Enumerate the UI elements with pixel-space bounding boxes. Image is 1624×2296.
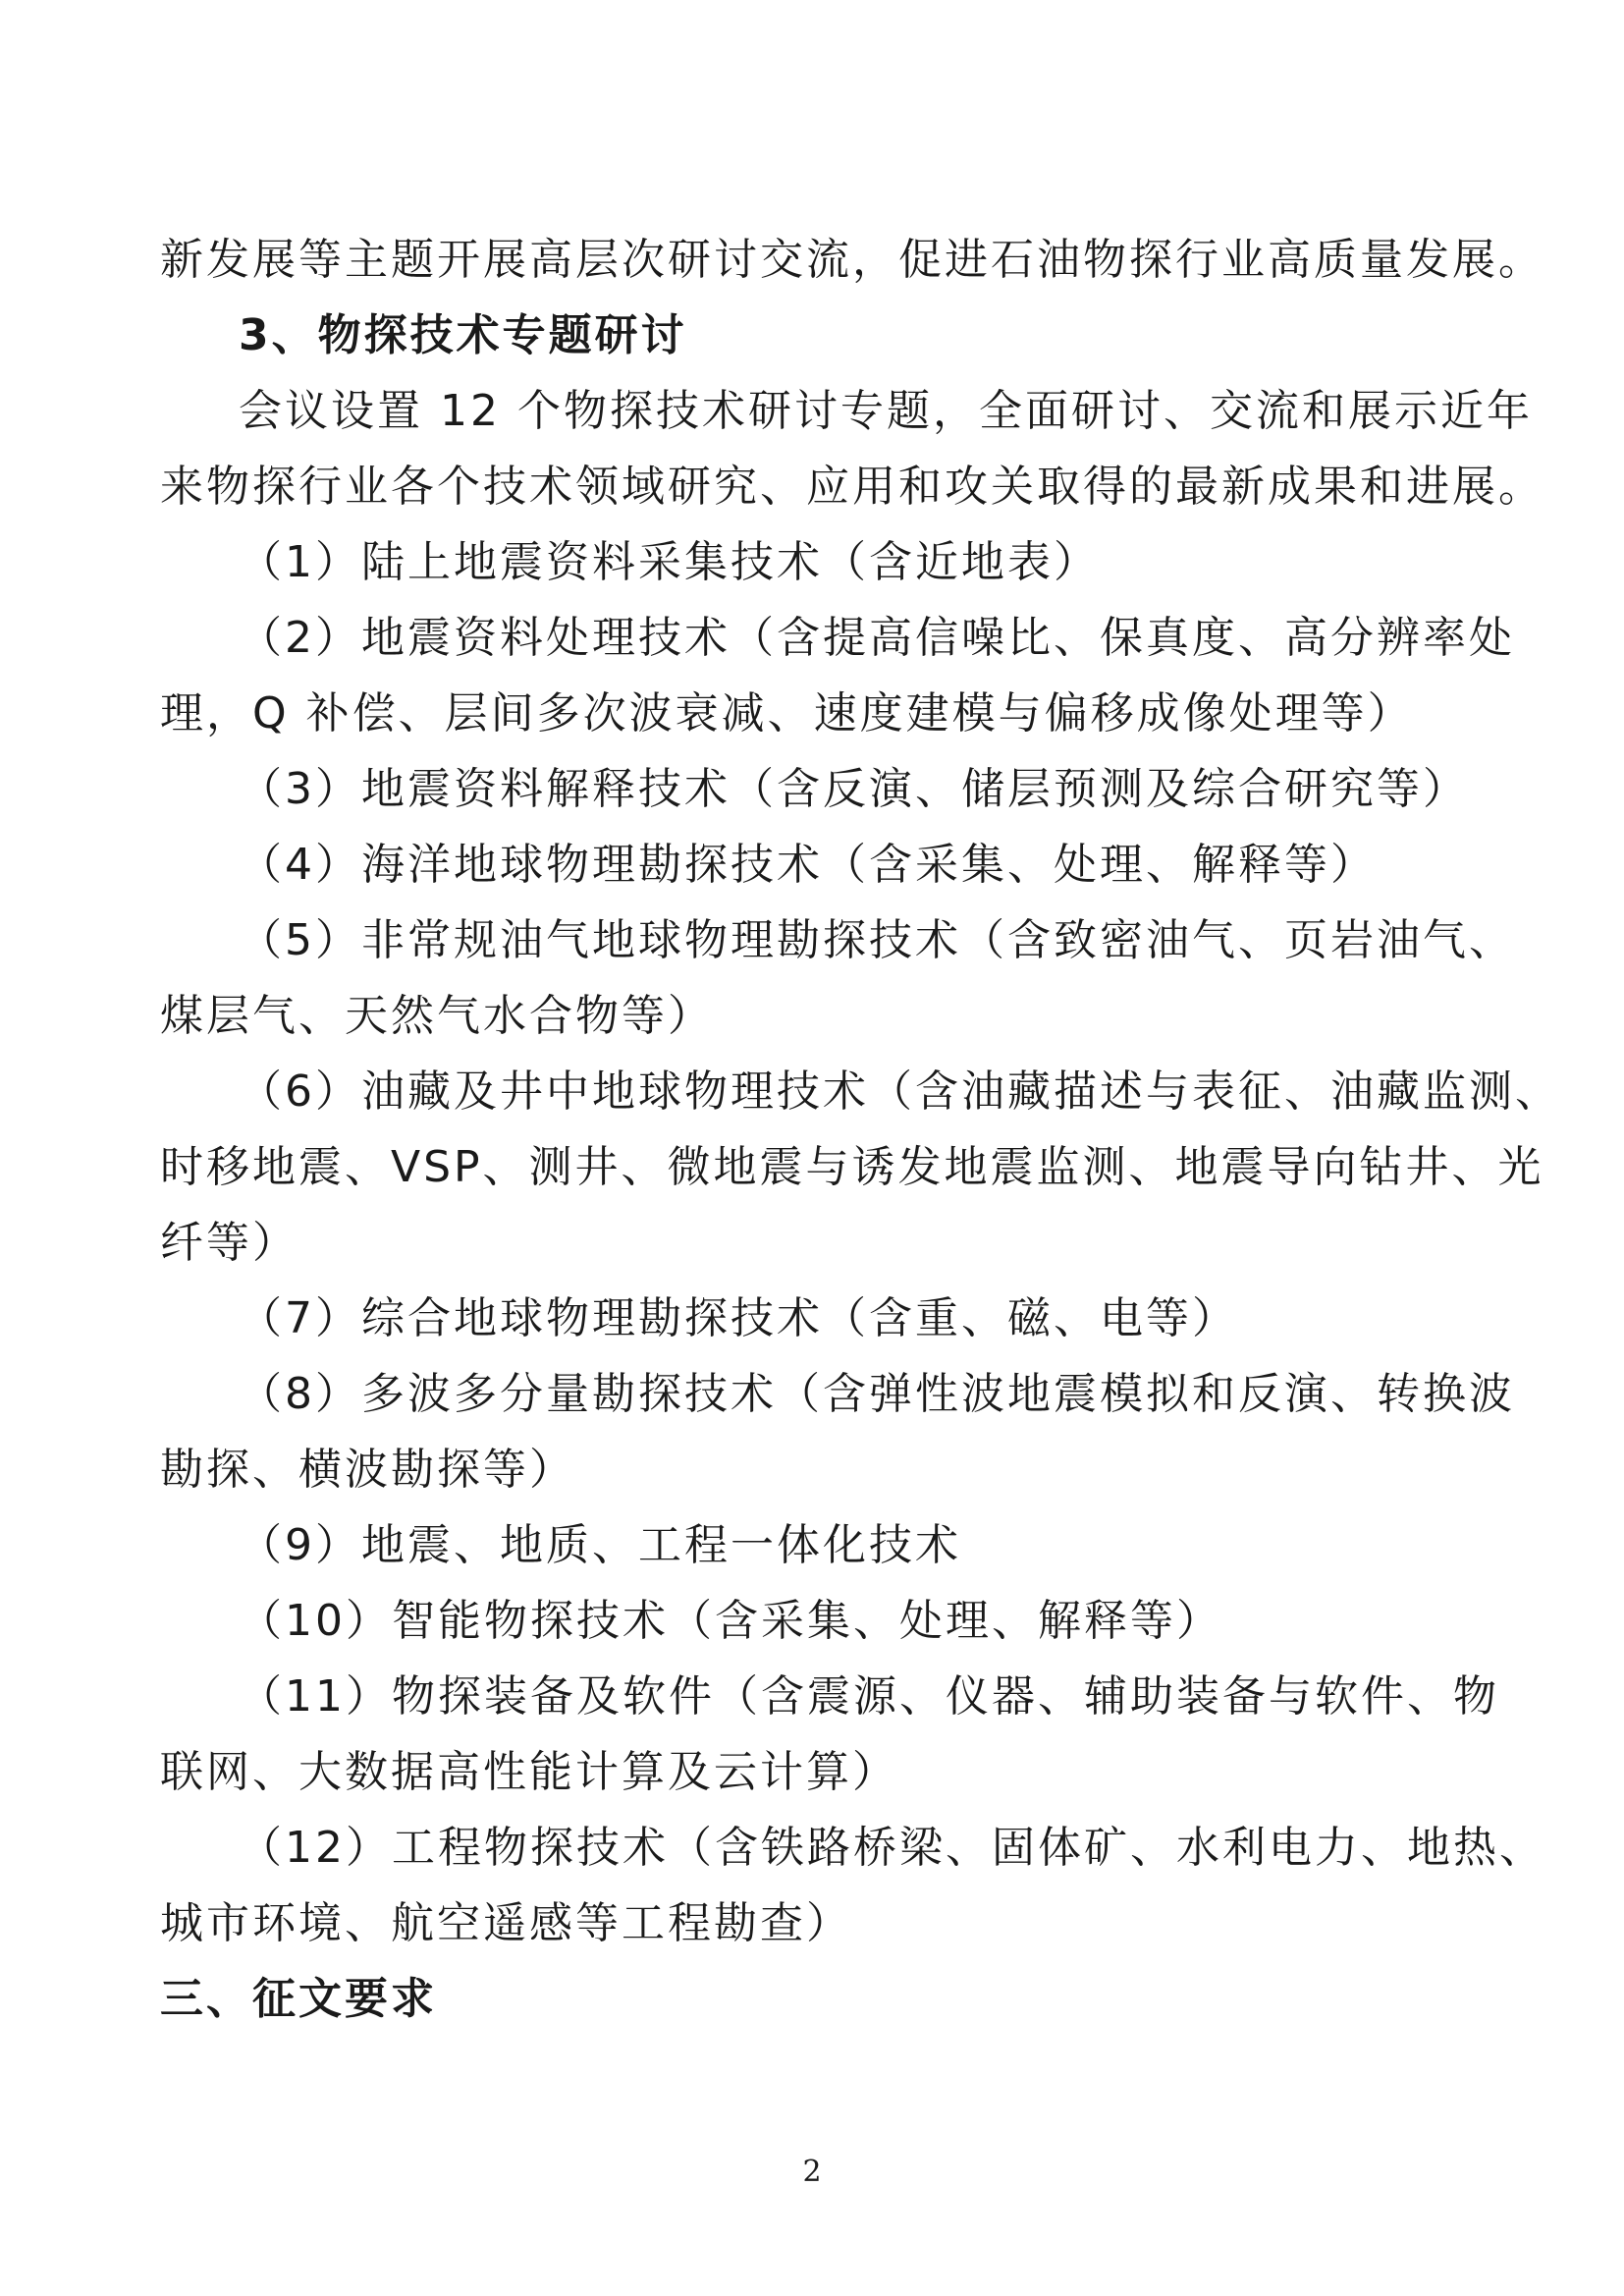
paragraph-line-continuation: 新发展等主题开展高层次研讨交流，促进石油物探行业高质量发展。 xyxy=(160,235,1544,285)
topic-item-11: （11）物探装备及软件（含震源、仪器、辅助装备与软件、物 xyxy=(239,1671,1499,1722)
topic-item-3: （3）地震资料解释技术（含反演、储层预测及综合研究等） xyxy=(239,764,1469,814)
page-number: 2 xyxy=(802,2155,822,2189)
topic-item-5: （5）非常规油气地球物理勘探技术（含致密油气、页岩油气、 xyxy=(239,915,1515,965)
topic-item-6: （6）油藏及井中地球物理技术（含油藏描述与表征、油藏监测、 xyxy=(239,1066,1561,1117)
topic-item-5-cont: 煤层气、天然气水合物等） xyxy=(160,991,714,1041)
topic-item-10: （10）智能物探技术（含采集、处理、解释等） xyxy=(239,1596,1222,1646)
topic-item-1: （1）陆上地震资料采集技术（含近地表） xyxy=(239,537,1100,587)
paragraph-line-intro: 会议设置 12 个物探技术研讨专题，全面研讨、交流和展示近年 xyxy=(239,386,1533,436)
topic-item-2-cont: 理，Q 补偿、层间多次波衰减、速度建模与偏移成像处理等） xyxy=(160,688,1414,738)
topic-item-6-cont2: 纤等） xyxy=(160,1218,298,1268)
topic-item-2: （2）地震资料处理技术（含提高信噪比、保真度、高分辨率处 xyxy=(239,613,1515,663)
topic-item-12: （12）工程物探技术（含铁路桥梁、固体矿、水利电力、地热、 xyxy=(239,1823,1545,1873)
topic-item-11-cont: 联网、大数据高性能计算及云计算） xyxy=(160,1747,898,1797)
topic-item-8-cont: 勘探、横波勘探等） xyxy=(160,1445,575,1495)
topic-item-7: （7）综合地球物理勘探技术（含重、磁、电等） xyxy=(239,1293,1238,1343)
section-heading-3: 三、征文要求 xyxy=(160,1974,437,2024)
topic-item-6-cont: 时移地震、VSP、测井、微地震与诱发地震监测、地震导向钻井、光 xyxy=(160,1142,1544,1192)
topic-item-9: （9）地震、地质、工程一体化技术 xyxy=(239,1520,961,1570)
topic-item-12-cont: 城市环境、航空遥感等工程勘查） xyxy=(160,1898,852,1948)
topic-item-8: （8）多波多分量勘探技术（含弹性波地震模拟和反演、转换波 xyxy=(239,1369,1515,1419)
topic-item-4: （4）海洋地球物理勘探技术（含采集、处理、解释等） xyxy=(239,840,1377,890)
paragraph-line-intro-cont: 来物探行业各个技术领域研究、应用和攻关取得的最新成果和进展。 xyxy=(160,462,1544,512)
subsection-heading-3: 3、物探技术专题研讨 xyxy=(239,310,687,360)
